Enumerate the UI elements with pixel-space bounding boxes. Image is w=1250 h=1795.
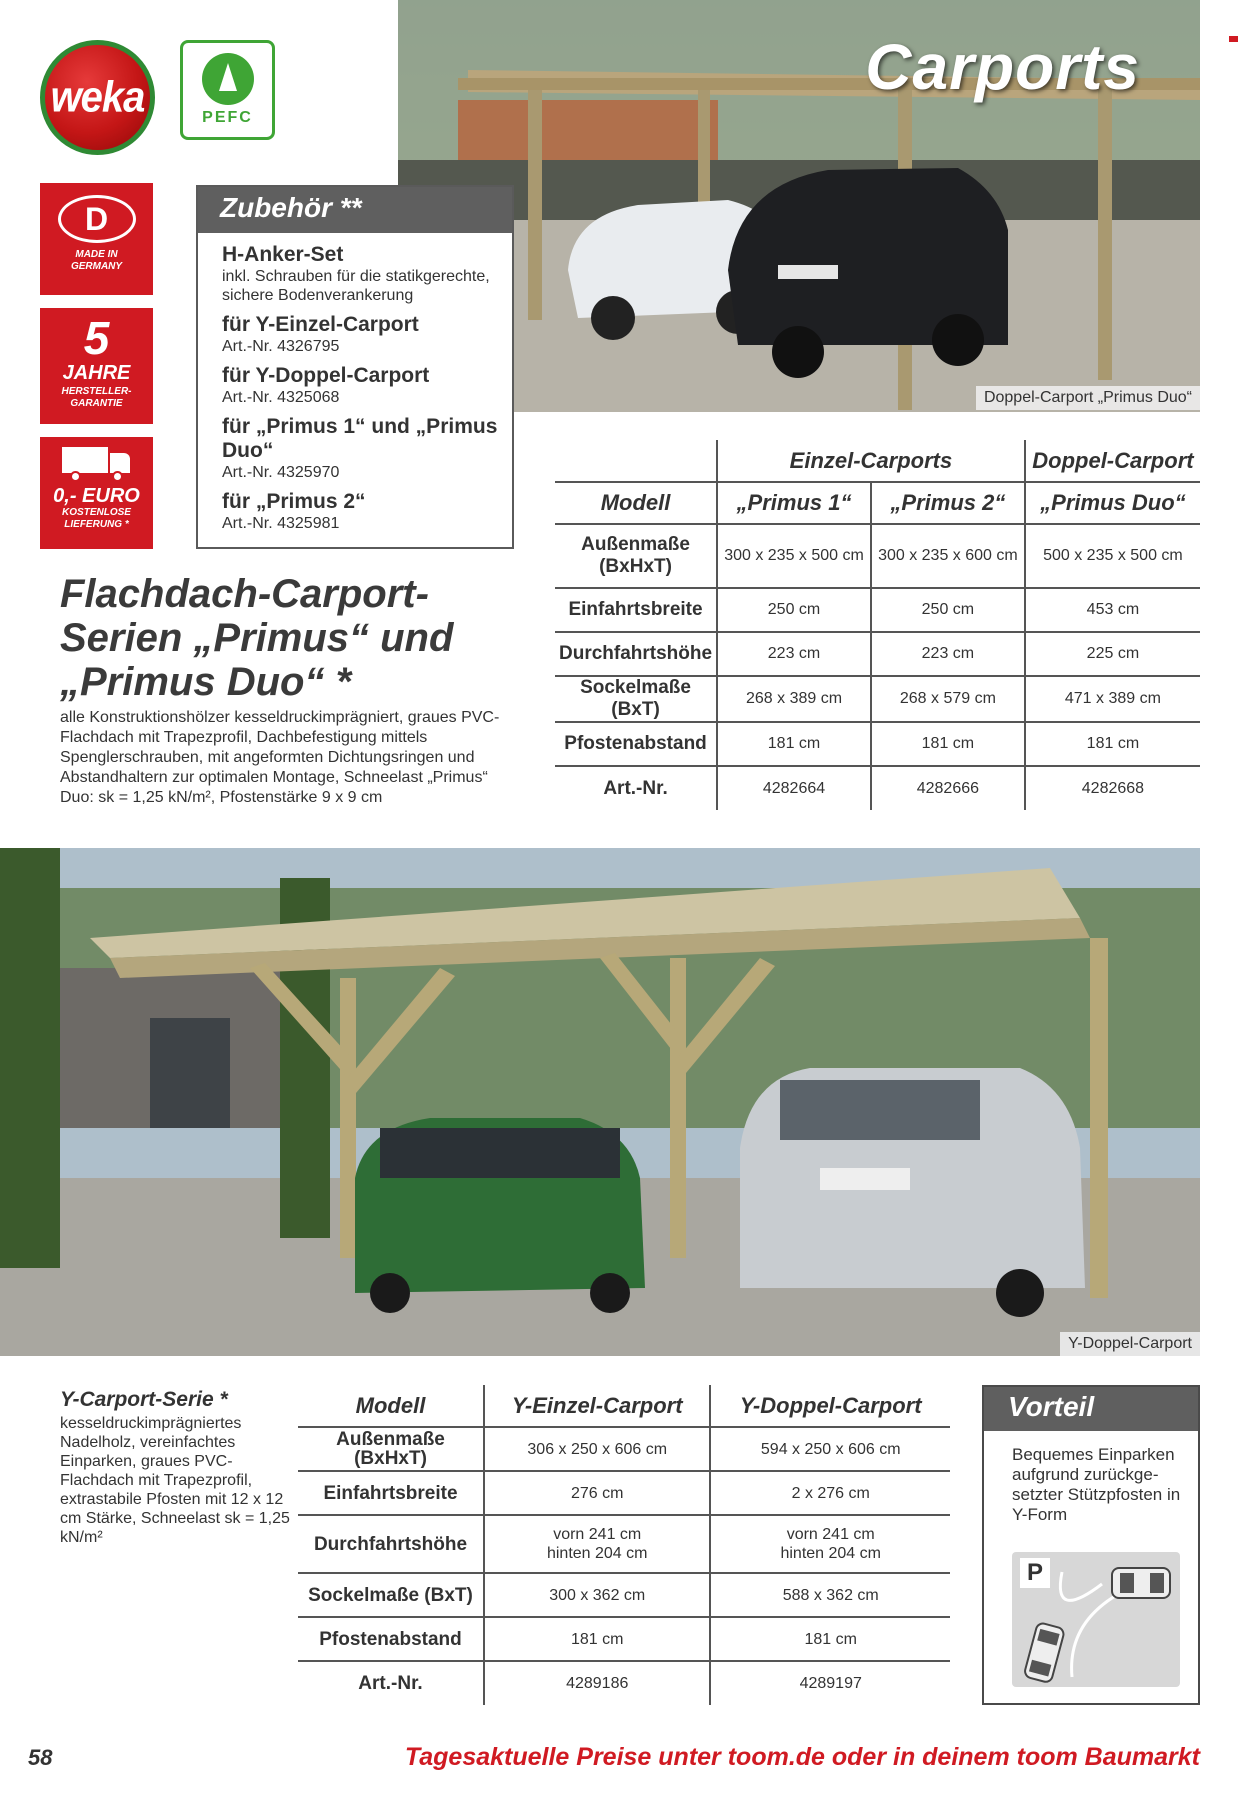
- primus-heading-line: „Primus Duo“ *: [60, 660, 352, 704]
- model-label: Modell: [355, 1393, 426, 1418]
- table-cell-line: vorn 241 cm: [553, 1526, 642, 1543]
- footer-slogan: Tagesaktuelle Preise unter toom.de oder in deinem toom Baumarkt: [404, 1743, 1200, 1771]
- weka-logo: [40, 40, 155, 155]
- made-in-line2: GERMANY: [70, 261, 123, 272]
- accessories-box: [196, 185, 514, 549]
- table-cell: 300 x 362 cm: [484, 1573, 710, 1617]
- model-header: „Primus Duo“: [1025, 482, 1200, 524]
- advantage-text: Bequemes Einparken aufgrund zurückge-setzter Stützpfosten in Y-Form: [1012, 1445, 1181, 1524]
- parking-diagram: [1012, 1552, 1180, 1687]
- model-header: „Primus 1“: [717, 482, 871, 524]
- accessory-text: Art.-Nr. 4325068: [222, 389, 340, 406]
- table-row: [555, 524, 1200, 588]
- delivery-badge: [40, 437, 153, 549]
- double-carport-photo: [398, 0, 1200, 412]
- y-carport-spec-table: [298, 1385, 950, 1705]
- model-header: „Primus 2“: [871, 482, 1025, 524]
- row-label: Sockelmaße (BxT): [298, 1573, 484, 1617]
- accessory-title: für Y-Einzel-Carport: [222, 313, 419, 336]
- table-cell: 250 cm: [871, 588, 1025, 632]
- page-number: 58: [28, 1745, 53, 1770]
- table-cell: 4282664: [717, 766, 871, 810]
- table-cell: 181 cm: [717, 722, 871, 766]
- top-photo-caption: Doppel-Carport „Primus Duo“: [976, 386, 1200, 410]
- model-header: Y-Einzel-Carport: [484, 1385, 710, 1427]
- primus-spec-table: [555, 440, 1200, 810]
- table-cell: 588 x 362 cm: [710, 1573, 950, 1617]
- group-double-header: Doppel-Carport: [1025, 440, 1200, 482]
- table-row: [298, 1515, 950, 1573]
- primus-heading: [60, 572, 500, 704]
- group-single-header: Einzel-Carports: [717, 440, 1025, 482]
- table-cell: 223 cm: [717, 632, 871, 676]
- advantage-title: Vorteil: [984, 1387, 1198, 1431]
- table-row: [555, 766, 1200, 810]
- table-cell: 300 x 235 x 500 cm: [717, 524, 871, 588]
- row-label: Art.-Nr.: [298, 1661, 484, 1705]
- table-cell: 2 x 276 cm: [710, 1471, 950, 1515]
- table-row: [555, 588, 1200, 632]
- row-label: Durchfahrtshöhe: [298, 1515, 484, 1573]
- table-cell: 276 cm: [484, 1471, 710, 1515]
- y-carport-illustration: [0, 848, 1200, 1356]
- table-cell-line: vorn 241 cm: [786, 1526, 875, 1543]
- pefc-tree-icon: [202, 53, 254, 105]
- table-cell: 300 x 235 x 600 cm: [871, 524, 1025, 588]
- delivery-line2: LIEFERUNG *: [64, 519, 129, 530]
- row-label: Art.-Nr.: [555, 766, 717, 810]
- model-header: Y-Doppel-Carport: [710, 1385, 950, 1427]
- row-label: Pfostenabstand: [298, 1617, 484, 1661]
- delivery-price: 0,- EURO: [53, 485, 140, 507]
- table-cell: 4289186: [484, 1661, 710, 1705]
- warranty-jahre: JAHRE: [62, 362, 131, 384]
- accessories-list: [198, 233, 512, 533]
- row-label: Pfostenabstand: [555, 722, 717, 766]
- weka-logo-text: weka: [50, 72, 145, 122]
- table-cell: 181 cm: [1025, 722, 1200, 766]
- table-row: [298, 1617, 950, 1661]
- accessory-title: für „Primus 1“ und „Primus Duo“: [222, 415, 498, 462]
- table-cell: 4282668: [1025, 766, 1200, 810]
- accessory-title: H-Anker-Set: [222, 243, 344, 266]
- table-row: [298, 1661, 950, 1705]
- table-cell: 181 cm: [710, 1617, 950, 1661]
- y-carport-description: kesseldruckimprägniertes Nadelholz, vereinfachtes Einparken, graues PVC-Flachdach mit Trapezprofil, extrastabile Pfosten mit 12 x 12 cm Stärke, Schneelast sk = 1,25 kN/m²: [60, 1415, 290, 1546]
- accessory-title: für Y-Doppel-Carport: [222, 364, 430, 387]
- primus-heading-line: Serien „Primus“ und: [60, 616, 454, 660]
- table-row: [298, 1427, 950, 1471]
- row-label: Außenmaße (BxHxT): [298, 1427, 484, 1471]
- warranty-line2: GARANTIE: [70, 398, 123, 409]
- table-row: [555, 676, 1200, 722]
- row-label: Einfahrtsbreite: [298, 1471, 484, 1515]
- delivery-line1: KOSTENLOSE: [62, 507, 131, 518]
- made-in-line1: MADE IN: [75, 249, 118, 260]
- table-row: [298, 1573, 950, 1617]
- table-row: [298, 1471, 950, 1515]
- table-cell: 4289197: [710, 1661, 950, 1705]
- y-carport-photo: [0, 848, 1200, 1356]
- table-cell: [484, 1515, 710, 1573]
- table-cell: 223 cm: [871, 632, 1025, 676]
- accessory-title: für „Primus 2“: [222, 490, 366, 513]
- row-label: Sockelmaße (BxT): [555, 676, 717, 722]
- model-label: Modell: [555, 482, 717, 524]
- table-row: [555, 722, 1200, 766]
- parking-sign-icon: P: [1020, 1558, 1050, 1588]
- country-oval: D: [58, 195, 136, 243]
- warranty-number: 5: [83, 312, 110, 364]
- accessories-title: Zubehör **: [198, 187, 512, 233]
- parking-maneuver-icon: [1012, 1552, 1180, 1687]
- accessory-text: Art.-Nr. 4326795: [222, 338, 340, 355]
- table-cell: 306 x 250 x 606 cm: [484, 1427, 710, 1471]
- warranty-line1: HERSTELLER-: [61, 386, 132, 397]
- table-cell: 181 cm: [871, 722, 1025, 766]
- primus-heading-line: Flachdach-Carport-: [60, 572, 429, 616]
- table-cell: 181 cm: [484, 1617, 710, 1661]
- accessory-text: Art.-Nr. 4325970: [222, 464, 340, 481]
- table-cell: 225 cm: [1025, 632, 1200, 676]
- table-cell: 500 x 235 x 500 cm: [1025, 524, 1200, 588]
- y-carport-title: Y-Carport-Serie *: [60, 1388, 228, 1411]
- table-row: [555, 632, 1200, 676]
- table-cell: 471 x 389 cm: [1025, 676, 1200, 722]
- corner-mark: [1229, 36, 1238, 42]
- table-cell: 268 x 389 cm: [717, 676, 871, 722]
- truck-icon: [62, 447, 132, 481]
- accessory-text: Art.-Nr. 4325981: [222, 515, 340, 532]
- primus-description: alle Konstruktionshölzer kesseldruckimprägniert, graues PVC-Flachdach mit Trapezprofil, Dachbefestigung mittels Spenglerschrauben, mit angeformten Dichtungsringen und Abstandhaltern zur optimalen Montage, Schneelast „Primus“ Duo: sk = 1,25 kN/m², Pfostenstärke 9 x 9 cm: [60, 709, 500, 806]
- made-in-germany-badge: [40, 183, 153, 295]
- advantage-box: [982, 1385, 1200, 1705]
- row-label: Durchfahrtshöhe: [555, 632, 717, 676]
- table-cell: [710, 1515, 950, 1573]
- table-cell: 268 x 579 cm: [871, 676, 1025, 722]
- table-cell-line: hinten 204 cm: [780, 1545, 881, 1562]
- pefc-logo: [180, 40, 275, 140]
- row-label: Einfahrtsbreite: [555, 588, 717, 632]
- mid-photo-caption: Y-Doppel-Carport: [1060, 1332, 1200, 1356]
- row-label: Außenmaße (BxHxT): [555, 524, 717, 588]
- table-cell: 4282666: [871, 766, 1025, 810]
- table-cell: 453 cm: [1025, 588, 1200, 632]
- warranty-badge: [40, 308, 153, 424]
- accessory-text: inkl. Schrauben für die statikgerechte, sichere Bodenverankerung: [222, 268, 490, 304]
- page-title: Carports: [865, 31, 1140, 103]
- table-cell: 594 x 250 x 606 cm: [710, 1427, 950, 1471]
- table-cell: 250 cm: [717, 588, 871, 632]
- pefc-logo-text: PEFC: [202, 109, 253, 126]
- table-cell-line: hinten 204 cm: [546, 1545, 648, 1562]
